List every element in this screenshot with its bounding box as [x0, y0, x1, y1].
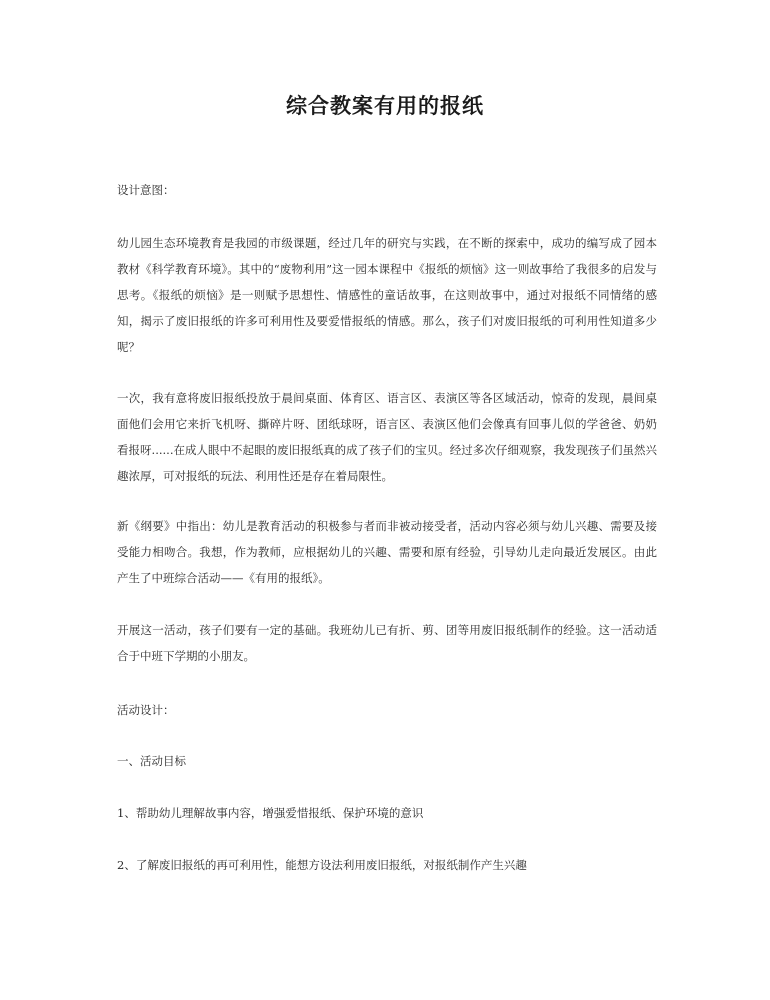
paragraph: 幼儿园生态环境教育是我园的市级课题，经过几年的研究与实践，在不断的探索中，成功的编写成了园本教材《科学教育环境》。其中的“废物利用”这一园本课程中《报纸的烦恼》这一则故事给了我很多的启发与思考。《报纸的烦恼》是一则赋予思想性、情感性的童话故事，在这则故事中，通过对报纸不同情绪的感知，揭示了废旧报纸的许多可利用性及要爱惜报纸的情感。那么，孩子们对废旧报纸的可利用性知道多少呢？	[117, 236, 657, 354]
paragraph: 开展这一活动，孩子们要有一定的基础。我班幼儿已有折、剪、团等用废旧报纸制作的经验。这一活动适合于中班下学期的小朋友。	[117, 623, 657, 663]
goal-item: 1、帮助幼儿理解故事内容，增强爱惜报纸、保护环境的意识	[117, 806, 424, 820]
paragraph: 一次，我有意将废旧报纸投放于晨间桌面、体育区、语言区、表演区等各区域活动，惊奇的发现，晨间桌面他们会用它来折飞机呀、撕碎片呀、团纸球呀，语言区、表演区他们会像真有回事儿似的学爸爸、奶奶看报呀......在成人眼中不起眼的废旧报纸真的成了孩子们的宝贝。经过多次仔细观察，我发现孩子们虽然兴趣浓厚，可对报纸的玩法、利用性还是存在着局限性。	[117, 391, 657, 483]
activity-design-label: 活动设计：	[117, 703, 175, 717]
goals-heading: 一、活动目标	[117, 754, 186, 768]
goal-item: 2、了解废旧报纸的再可利用性，能想方设法利用废旧报纸，对报纸制作产生兴趣	[117, 858, 527, 872]
document-title: 综合教案有用的报纸	[286, 93, 484, 118]
design-intent-label: 设计意图：	[117, 183, 175, 197]
paragraph: 新《纲要》中指出：幼儿是教育活动的积极参与者而非被动接受者，活动内容必须与幼儿兴趣、需要及接受能力相吻合。我想，作为教师，应根据幼儿的兴趣、需要和原有经验，引导幼儿走向最近发展区。由此产生了中班综合活动——《有用的报纸》。	[117, 519, 657, 585]
